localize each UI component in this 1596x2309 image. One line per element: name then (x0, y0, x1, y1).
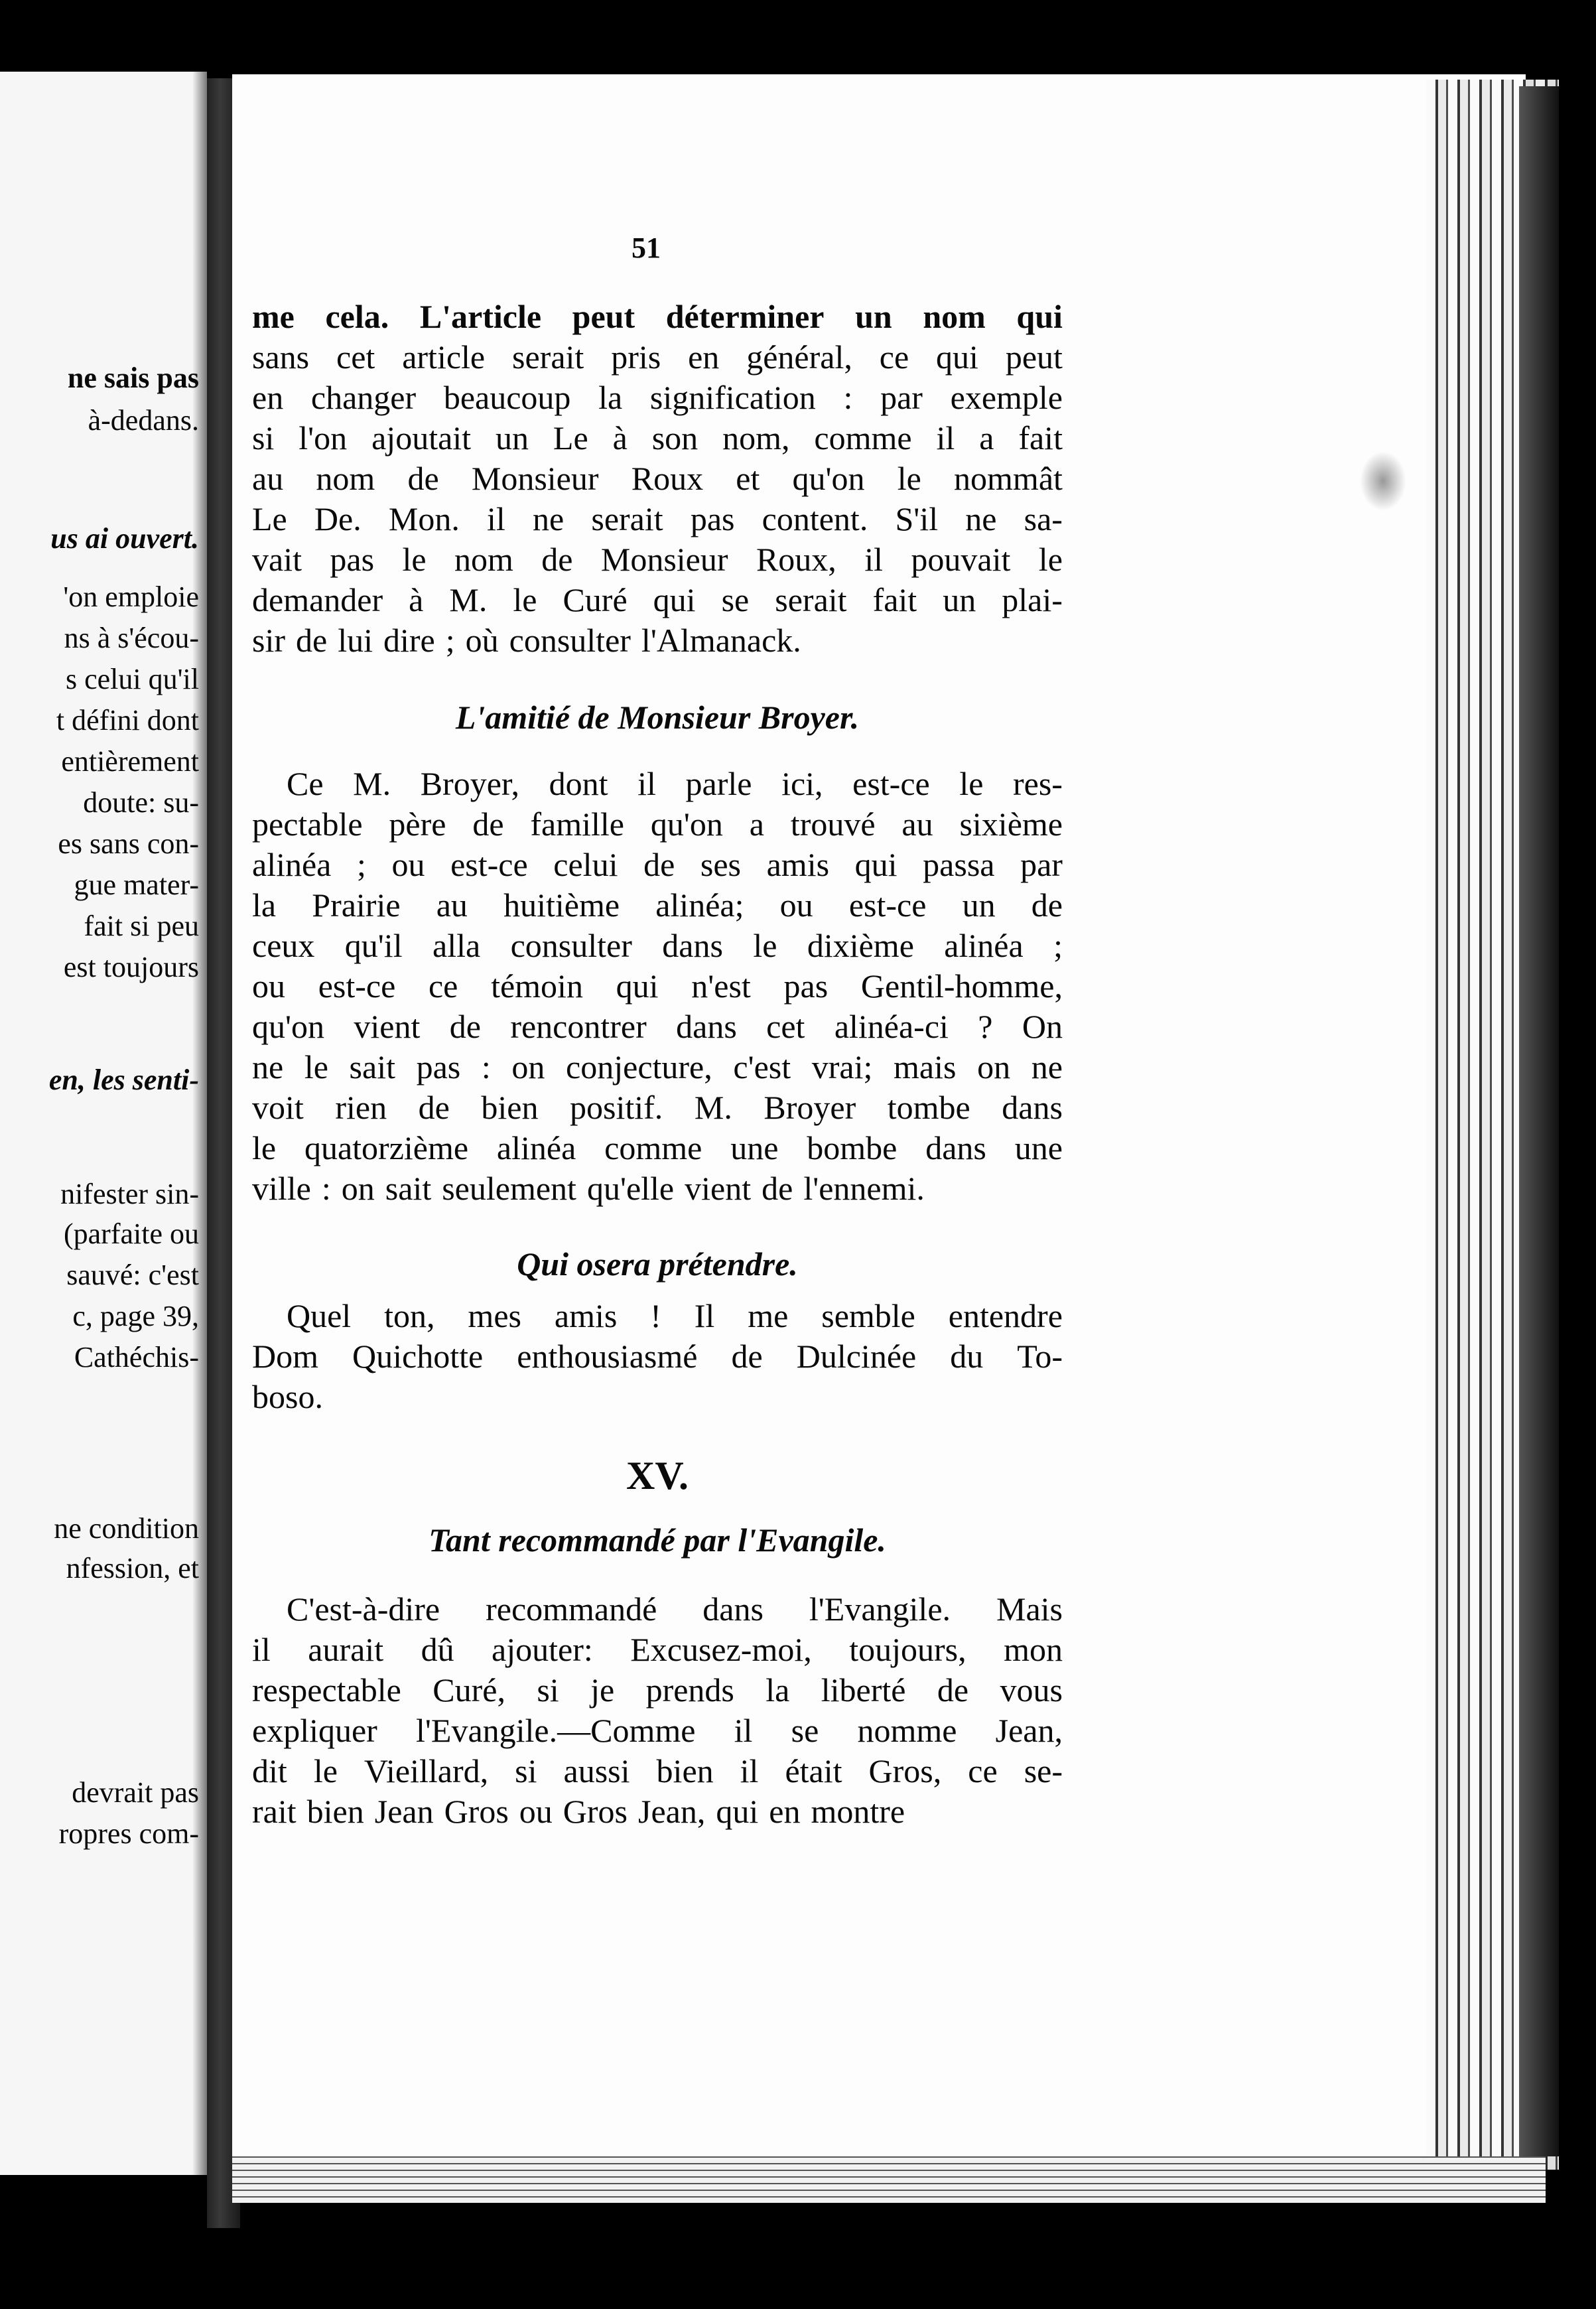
text-line: ne le sait pas : on conjecture, c'est vrai; mais on ne (252, 1048, 1063, 1085)
left-page-line: nfession, et (66, 1552, 199, 1584)
chapter-number: XV. (626, 1454, 689, 1498)
section-heading: Tant recommandé par l'Evangile. (429, 1521, 886, 1559)
text-line: le quatorzième alinéa comme une bombe dans une (252, 1129, 1063, 1166)
left-page-line: es sans con- (58, 827, 199, 860)
text-line: sans cet article serait pris en général, ce qui peut (252, 338, 1063, 376)
text-line: si l'on ajoutait un Le à son nom, comme il a fait (252, 419, 1063, 456)
left-page-line: fait si peu (84, 910, 199, 942)
left-page-line: c, page 39, (72, 1300, 199, 1332)
text-line: C'est-à-dire recommandé dans l'Evangile. Mais (287, 1590, 1063, 1628)
text-line: boso. (252, 1378, 323, 1415)
paper-stain (1360, 451, 1406, 511)
left-page-line: (parfaite ou (64, 1218, 199, 1250)
text-line: alinéa ; ou est-ce celui de ses amis qui passa par (252, 846, 1063, 883)
text-line: expliquer l'Evangile.—Comme il se nomme Jean, (252, 1712, 1063, 1749)
text-line: au nom de Monsieur Roux et qu'on le nommât (252, 460, 1063, 497)
left-page-line: à-dedans. (88, 404, 199, 437)
left-page-line: s celui qu'il (65, 663, 199, 695)
text-line: respectable Curé, si je prends la liberté de vous (252, 1671, 1063, 1709)
text-line: voit rien de bien positif. M. Broyer tombe dans (252, 1089, 1063, 1126)
left-page-line: entièrement (61, 745, 199, 778)
left-page-line: en, les senti- (48, 1064, 199, 1096)
left-page-line: devrait pas (72, 1776, 199, 1809)
left-page-line: us ai ouvert. (50, 522, 199, 555)
text-line: demander à M. le Curé qui se serait fait un plai- (252, 581, 1063, 618)
text-line: Ce M. Broyer, dont il parle ici, est-ce le res- (287, 765, 1063, 802)
text-line: Quel ton, mes amis ! Il me semble entendre (287, 1297, 1063, 1334)
text-line: la Prairie au huitième alinéa; ou est-ce un de (252, 886, 1063, 924)
left-page (0, 72, 207, 2175)
text-line: pectable père de famille qu'on a trouvé au sixième (252, 805, 1063, 843)
text-line: dit le Vieillard, si aussi bien il était Gros, ce se- (252, 1752, 1063, 1789)
text-line: vait pas le nom de Monsieur Roux, il pouvait le (252, 541, 1063, 578)
left-page-line: sauvé: c'est (66, 1259, 199, 1291)
section-heading: L'amitié de Monsieur Broyer. (455, 699, 860, 736)
text-line: sir de lui dire ; où consulter l'Almanack. (252, 622, 801, 659)
book-edge-shadow (1519, 86, 1559, 2156)
left-page-line: gue mater- (74, 869, 199, 901)
left-page-line: nifester sin- (60, 1178, 199, 1210)
text-line: ou est-ce ce témoin qui n'est pas Gentil-homme, (252, 967, 1063, 1005)
left-page-line: ne condition (54, 1512, 199, 1545)
text-line: ceux qu'il alla consulter dans le dixième alinéa ; (252, 927, 1063, 964)
page-number: 51 (632, 232, 661, 264)
bottom-page-edges (232, 2156, 1546, 2203)
left-page-line: ropres com- (58, 1817, 199, 1850)
text-line: rait bien Jean Gros ou Gros Jean, qui en montre (252, 1793, 905, 1830)
left-page-line: ns à s'écou- (64, 622, 199, 654)
text-line: me cela. L'article peut déterminer un nom qui (252, 298, 1063, 335)
text-line: Dom Quichotte enthousiasmé de Dulcinée du To- (252, 1338, 1063, 1375)
text-line: qu'on vient de rencontrer dans cet alinéa-ci ? On (252, 1008, 1063, 1045)
text-line: il aurait dû ajouter: Excusez-moi, toujours, mon (252, 1631, 1063, 1668)
left-page-line: est toujours (63, 951, 199, 983)
section-heading: Qui osera prétendre. (517, 1245, 798, 1283)
left-page-line: ne sais pas (67, 362, 199, 394)
left-page-line: doute: su- (83, 786, 199, 819)
left-page-line: t défini dont (56, 704, 199, 736)
text-line: en changer beaucoup la signification : par exemple (252, 379, 1063, 416)
left-page-line: Cathéchis- (74, 1341, 199, 1373)
text-line: ville : on sait seulement qu'elle vient de l'ennemi. (252, 1170, 925, 1207)
text-line: Le De. Mon. il ne serait pas content. S'il ne sa- (252, 500, 1063, 537)
left-page-line: 'on emploie (63, 581, 199, 613)
